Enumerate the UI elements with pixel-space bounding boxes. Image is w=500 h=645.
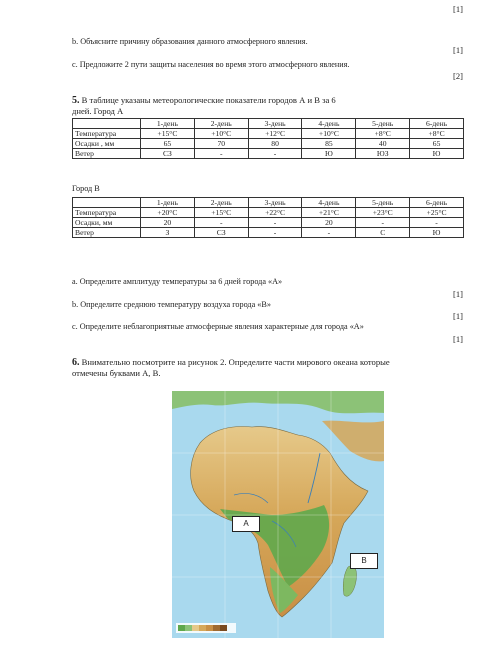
table-cell: +20°C [141,208,195,218]
table-cell: СЗ [141,149,195,159]
table-cell: +21°C [302,208,356,218]
table-cell: - [356,218,410,228]
table-cell: З [141,228,195,238]
table-row-label: Осадки , мм [73,139,141,149]
table-cell: Ю [302,149,356,159]
table-cell: - [410,218,464,228]
table-cell: 65 [141,139,195,149]
africa-map [172,391,384,638]
table-cell: 80 [248,139,302,149]
table-cell: - [248,149,302,159]
table-cell: 40 [356,139,410,149]
table-header-cell: 5-день [356,198,410,208]
table-cell: - [248,218,302,228]
table-cell: +10°C [194,129,248,139]
table-header-cell [73,198,141,208]
question-5-heading [72,95,336,116]
score-mark: [1] [453,45,463,55]
table-row-label: Ветер [73,149,141,159]
table-header-cell: 6-день [410,119,464,129]
table-header-cell: 5-день [356,119,410,129]
table-row-label: Ветер [73,228,141,238]
table-cell: +12°C [248,129,302,139]
table-cell: +15°C [141,129,195,139]
table-cell: +25°C [410,208,464,218]
question-6-line2: отмечены буквами А, В. [72,368,161,378]
table-row-label: Температура [73,208,141,218]
table-cell: 70 [194,139,248,149]
score-mark: [1] [453,334,463,344]
table-cell: Ю [410,228,464,238]
score-mark: [1] [453,4,463,14]
table-row [73,228,464,238]
table-cell: - [302,228,356,238]
table-header-cell: 3-день [248,119,302,129]
table-row [73,208,464,218]
table-header-row [73,198,464,208]
score-mark: [1] [453,311,463,321]
table-row-label: Температура [73,129,141,139]
table-city-b [72,197,464,238]
table-header-cell: 2-день [194,198,248,208]
city-b-label: Город В [72,184,100,193]
table-row-label: Осадки, мм [73,218,141,228]
question-5-line1: В таблице указаны метеорологические показатели городов А и В за 6 [81,95,336,105]
table-header-cell: 2-день [194,119,248,129]
table-cell: СЗ [194,228,248,238]
table-cell: +10°C [302,129,356,139]
label-a-box: A [232,516,260,532]
table-cell: - [248,228,302,238]
table-header-cell: 6-день [410,198,464,208]
table-cell: +8°C [410,129,464,139]
table-header-row [73,119,464,129]
table-cell: +22°C [248,208,302,218]
question-c-ways: c. Предложите 2 пути защиты населения во время этого атмосферного явления. [72,60,350,69]
question-number: 5. [72,95,80,106]
score-mark: [2] [453,71,463,81]
table-cell: ЮЗ [356,149,410,159]
africa-map-image [172,391,384,638]
table-row [73,149,464,159]
table-row [73,129,464,139]
table-cell: +15°C [194,208,248,218]
table-header-cell [73,119,141,129]
question-6-line1: Внимательно посмотрите на рисунок 2. Определите части мирового океана которые [81,357,390,367]
question-6-heading [72,357,390,378]
table-cell: +8°C [356,129,410,139]
table-cell: 65 [410,139,464,149]
question-b-average: b. Определите среднюю температуру воздуха города «В» [72,300,271,309]
question-5-line2: дней. Город А [72,106,124,116]
table-cell: +23°C [356,208,410,218]
table-row [73,139,464,149]
question-c-phenomena: c. Определите неблагоприятные атмосферные явления характерные для города «А» [72,322,364,331]
table-header-cell: 4-день [302,198,356,208]
question-b-explain: b. Объясните причину образования данного атмосферного явления. [72,37,308,46]
table-header-cell: 4-день [302,119,356,129]
table-cell: 85 [302,139,356,149]
table-header-cell: 3-день [248,198,302,208]
table-cell: С [356,228,410,238]
label-b-box: B [350,553,378,569]
table-cell: Ю [410,149,464,159]
table-cell: 20 [141,218,195,228]
table-row [73,218,464,228]
table-header-cell: 1-день [141,119,195,129]
table-cell: - [194,149,248,159]
table-cell: 20 [302,218,356,228]
table-city-a [72,118,464,159]
score-mark: [1] [453,289,463,299]
table-header-cell: 1-день [141,198,195,208]
question-a-amplitude: a. Определите амплитуду температуры за 6 дней города «А» [72,277,283,286]
table-cell: - [194,218,248,228]
question-number: 6. [72,357,80,368]
